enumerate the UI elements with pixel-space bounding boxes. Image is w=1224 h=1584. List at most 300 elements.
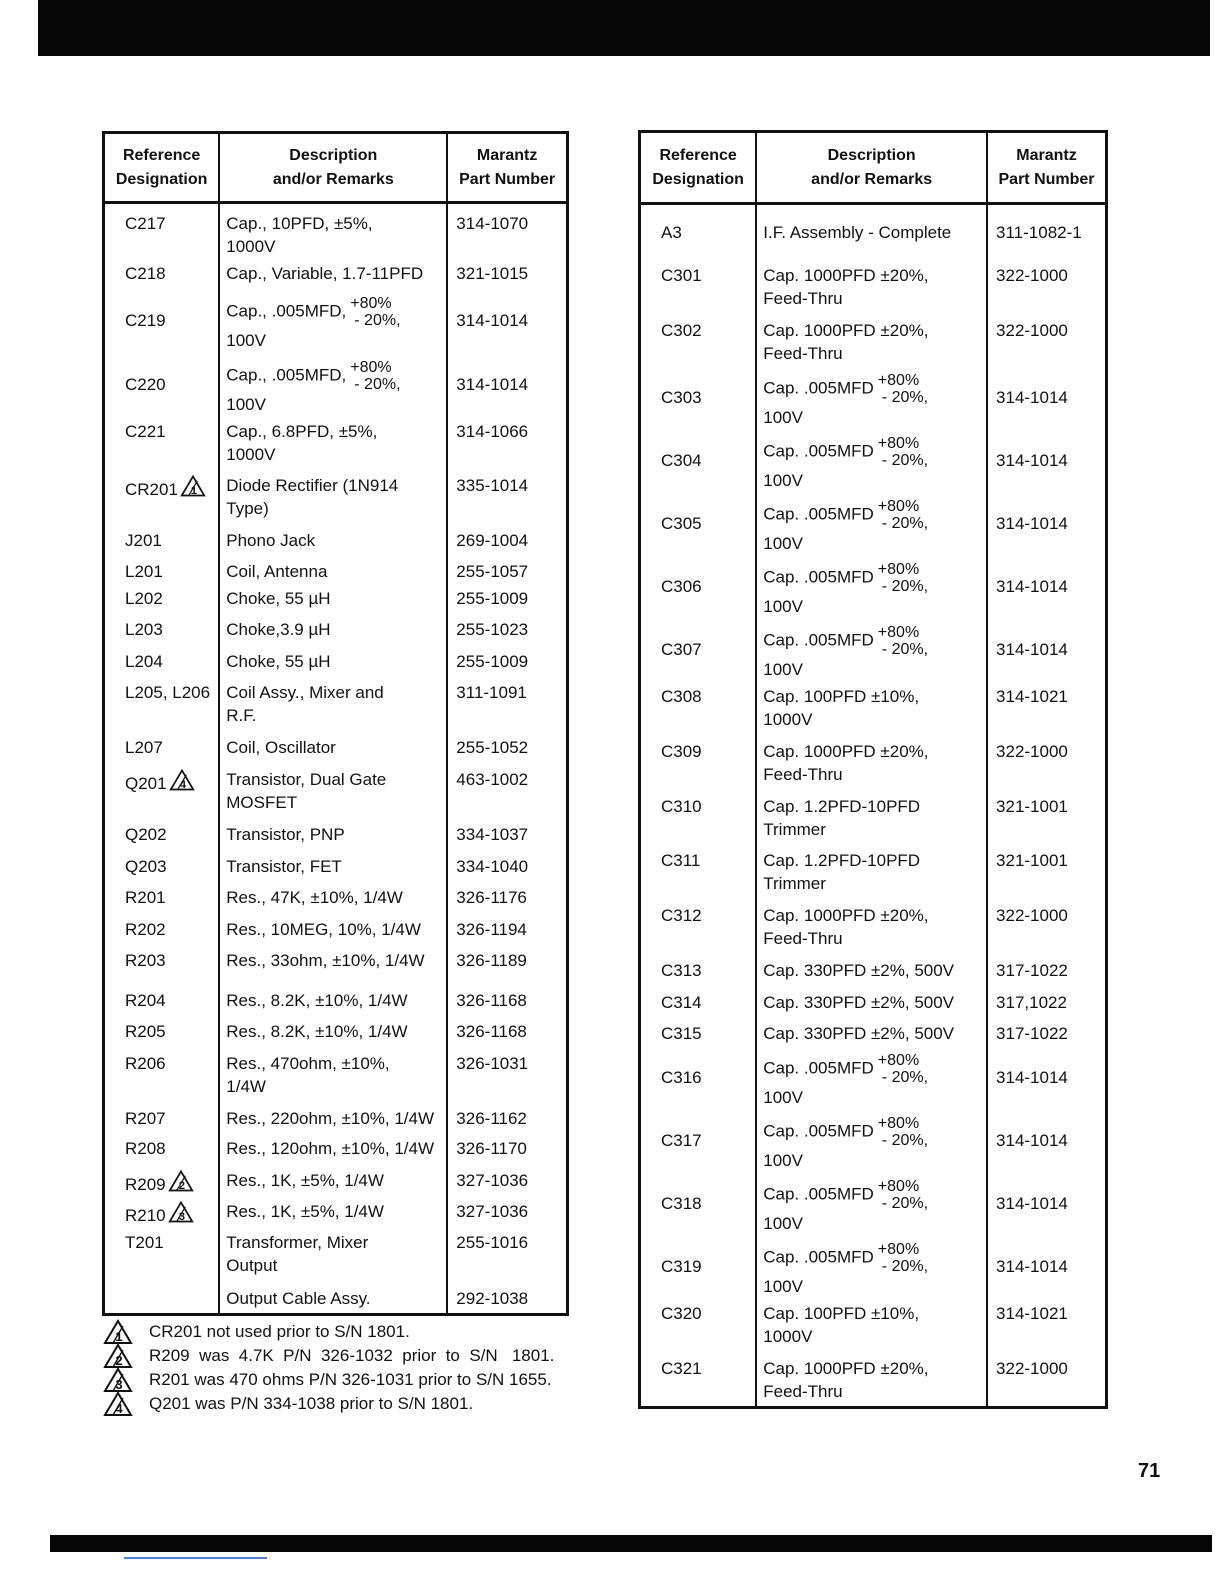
- ref-text: L201: [125, 562, 163, 581]
- part-number: [987, 791, 1106, 845]
- tolerance-stack: [878, 1115, 928, 1149]
- description-cell: [756, 845, 987, 900]
- tolerance-high: +80%: [350, 359, 392, 376]
- part-number-text: 311-1082-1: [996, 223, 1082, 242]
- description-line: Transistor, PNP: [226, 825, 345, 844]
- reference-designation: [104, 416, 220, 470]
- table-row: [640, 204, 1107, 260]
- note-item: [101, 1368, 554, 1392]
- description-line: [763, 372, 980, 406]
- table-row: [640, 260, 1107, 315]
- warning-triangle-icon: [103, 1319, 133, 1345]
- description-line: Feed-Thru: [763, 764, 843, 784]
- tolerance-high: +80%: [877, 1240, 920, 1258]
- header-part-number: Marantz Part Number: [987, 132, 1106, 204]
- tolerance-low: - 20%,: [881, 1068, 929, 1086]
- table-row: [640, 496, 1107, 559]
- part-number: [987, 1018, 1106, 1050]
- part-number: [987, 559, 1106, 622]
- part-number: [987, 1353, 1106, 1408]
- reference-designation: [640, 736, 757, 791]
- part-number-text: 314-1021: [996, 686, 1068, 706]
- header-reference-designation: Reference Designation: [640, 132, 757, 204]
- table-row: [104, 914, 568, 945]
- table-row: [104, 732, 568, 764]
- ref-text: C313: [661, 960, 702, 980]
- description-line: Res., 1K, ±5%, 1/4W: [226, 1171, 384, 1190]
- description-cell: [756, 204, 987, 260]
- reference-designation: [104, 646, 220, 677]
- svg-text:4: 4: [179, 778, 186, 791]
- part-number: [987, 496, 1106, 559]
- part-number-text: 326-1170: [456, 1139, 527, 1158]
- description-cell: [219, 1283, 447, 1314]
- warning-triangle-icon: [168, 1200, 194, 1224]
- table-row: [104, 1133, 568, 1165]
- reference-designation: [640, 559, 757, 622]
- description-line: Feed-Thru: [763, 288, 843, 308]
- table-row: [104, 677, 568, 732]
- table-row: [104, 556, 568, 583]
- reference-designation: [640, 955, 757, 987]
- note-item: [101, 1344, 554, 1368]
- table-row: [104, 525, 568, 556]
- revision-notes: [101, 1320, 554, 1416]
- part-number: [987, 1050, 1106, 1113]
- table-row: [104, 258, 568, 293]
- note-item: [101, 1320, 554, 1344]
- note-text: R201 was 470 ohms P/N 326-1031 prior to S/N 1655.: [149, 1370, 552, 1389]
- ref-text: T201: [125, 1233, 164, 1252]
- description-line: Phono Jack: [226, 531, 316, 550]
- reference-designation: [104, 851, 220, 882]
- reference-designation: [104, 945, 220, 985]
- reference-designation: [104, 293, 220, 357]
- part-number: [447, 583, 567, 614]
- tolerance-high: +80%: [350, 295, 392, 312]
- description-line: [763, 1115, 980, 1149]
- description-line: Cap. 330PFD ±2%, 500V: [763, 960, 955, 980]
- warning-triangle-icon: [103, 1367, 133, 1393]
- tolerance-high: +80%: [877, 1177, 920, 1195]
- part-number-text: 326-1189: [456, 951, 527, 970]
- description-line: Coil, Oscillator: [226, 738, 336, 757]
- part-number: [447, 732, 567, 764]
- table-row: [640, 433, 1107, 496]
- table-row: [640, 736, 1107, 791]
- part-number: [447, 1048, 567, 1103]
- tolerance-low: - 20%,: [354, 376, 401, 393]
- table-row: [104, 416, 568, 470]
- description-line: 100V: [226, 395, 266, 414]
- reference-designation: [640, 1050, 757, 1113]
- part-number-text: 314-1014: [996, 513, 1068, 533]
- description-cell: [756, 1113, 987, 1176]
- ref-text: C306: [661, 576, 702, 596]
- table-row: [104, 583, 568, 614]
- description-line: [763, 624, 980, 658]
- ref-text: R203: [125, 951, 166, 970]
- reference-designation: [104, 470, 220, 525]
- part-number: [447, 945, 567, 985]
- part-number-text: 322-1000: [996, 905, 1068, 925]
- ref-text: C302: [661, 320, 702, 340]
- part-number-text: 314-1014: [996, 387, 1068, 407]
- table-row: [104, 1165, 568, 1196]
- ref-text: C321: [661, 1358, 702, 1378]
- table-row: [104, 819, 568, 851]
- ref-text: C310: [661, 796, 702, 816]
- table-row: [640, 1113, 1107, 1176]
- page-number: 71: [1138, 1460, 1161, 1482]
- ref-text: C318: [661, 1193, 702, 1213]
- ref-text: Q201: [125, 774, 167, 793]
- description-cell: [219, 1103, 447, 1133]
- part-number: [447, 985, 567, 1016]
- part-number-text: 314-1014: [996, 576, 1068, 596]
- description-line: 100V: [763, 1150, 803, 1170]
- reference-designation: [104, 258, 220, 293]
- part-number: [447, 416, 567, 470]
- part-number: [447, 1196, 567, 1227]
- ref-text: C305: [661, 513, 702, 533]
- description-line: [763, 1052, 980, 1086]
- part-number-text: 463-1002: [456, 770, 529, 789]
- description-line: [763, 1241, 980, 1275]
- ref-text: C311: [661, 850, 701, 870]
- reference-designation: [640, 900, 757, 955]
- tolerance-high: +80%: [877, 1051, 920, 1069]
- reference-designation: [104, 732, 220, 764]
- reference-designation: [104, 985, 220, 1016]
- reference-designation: [640, 1113, 757, 1176]
- part-number: [987, 900, 1106, 955]
- description-line: Cap. 100PFD ±10%,: [763, 686, 920, 706]
- description-main: Cap. .005MFD: [763, 440, 874, 460]
- table-row: [640, 1353, 1107, 1408]
- part-number: [987, 370, 1106, 433]
- table-row: [104, 1283, 568, 1314]
- tolerance-low: - 20%,: [881, 577, 929, 595]
- description-cell: [219, 677, 447, 732]
- description-cell: [756, 1176, 987, 1239]
- reference-designation: [640, 1298, 757, 1353]
- part-number-text: 326-1031: [456, 1054, 529, 1073]
- svg-text:4: 4: [115, 1401, 123, 1416]
- description-cell: [219, 556, 447, 583]
- ref-text: C317: [661, 1130, 702, 1150]
- reference-designation: [104, 357, 220, 416]
- parts-table-left: [102, 131, 569, 1316]
- description-line: Cap. 1.2PFD-10PFD: [763, 796, 921, 816]
- part-number-text: 314-1014: [996, 1067, 1068, 1087]
- part-number: [987, 204, 1106, 260]
- reference-designation: [104, 677, 220, 732]
- ref-text: L204: [125, 652, 163, 671]
- description-line: Cap. 1.2PFD-10PFD: [763, 850, 921, 870]
- description-line: Cap. 330PFD ±2%, 500V: [763, 992, 955, 1012]
- reference-designation: [104, 1048, 220, 1103]
- table-row: [640, 370, 1107, 433]
- description-line: MOSFET: [226, 793, 298, 812]
- part-number-text: 317-1022: [996, 1023, 1068, 1043]
- ref-text: A3: [661, 223, 682, 242]
- description-line: 100V: [763, 596, 803, 616]
- description-main: Cap., .005MFD,: [226, 301, 347, 321]
- reference-designation: [104, 556, 220, 583]
- description-line: Res., 120ohm, ±10%, 1/4W: [226, 1139, 435, 1158]
- description-cell: [756, 1298, 987, 1353]
- part-number: [447, 470, 567, 525]
- part-number: [447, 203, 567, 259]
- part-number-text: 317-1022: [996, 960, 1068, 980]
- description-cell: [219, 1133, 447, 1165]
- description-line: Feed-Thru: [763, 928, 843, 948]
- part-number: [447, 293, 567, 357]
- part-number: [987, 955, 1106, 987]
- tolerance-stack: [878, 1052, 928, 1086]
- table-row: [640, 315, 1107, 370]
- part-number: [447, 1103, 567, 1133]
- part-number: [447, 914, 567, 945]
- description-cell: [219, 293, 447, 357]
- part-number-text: 326-1194: [456, 920, 527, 939]
- part-number: [447, 1133, 567, 1165]
- reference-designation: [640, 496, 757, 559]
- description-cell: [756, 260, 987, 315]
- tolerance-low: - 20%,: [881, 514, 929, 532]
- header-description: Description and/or Remarks: [756, 132, 987, 204]
- description-line: 1000V: [226, 445, 276, 464]
- ref-text: C218: [125, 264, 166, 283]
- description-cell: [219, 882, 447, 914]
- header-description: Description and/or Remarks: [219, 133, 447, 203]
- note-text: CR201 not used prior to S/N 1801.: [149, 1322, 410, 1341]
- part-number-text: 314-1014: [456, 375, 529, 394]
- description-cell: [219, 525, 447, 556]
- table-row: [640, 955, 1107, 987]
- part-number: [447, 819, 567, 851]
- reference-designation: [640, 1018, 757, 1050]
- table-row: [104, 945, 568, 985]
- description-line: Choke, 55 µH: [226, 652, 331, 671]
- table-row: [640, 1050, 1107, 1113]
- description-cell: [219, 732, 447, 764]
- tolerance-high: +80%: [877, 497, 920, 515]
- description-line: Cap. 1000PFD ±20%,: [763, 905, 929, 925]
- reference-designation: [640, 791, 757, 845]
- reference-designation: [104, 525, 220, 556]
- description-cell: [219, 614, 447, 646]
- ref-text: CR201: [125, 480, 178, 499]
- reference-designation: [640, 315, 757, 370]
- reference-designation: [104, 583, 220, 614]
- table-row: [640, 1176, 1107, 1239]
- description-line: Cap. 1000PFD ±20%,: [763, 1358, 929, 1378]
- description-cell: [219, 985, 447, 1016]
- part-number-text: 334-1037: [456, 825, 529, 844]
- description-line: Cap., 6.8PFD, ±5%,: [226, 422, 378, 441]
- description-line: Diode Rectifier (1N914: [226, 476, 399, 495]
- ref-text: R204: [125, 991, 166, 1010]
- tolerance-high: +80%: [877, 623, 920, 641]
- description-cell: [756, 900, 987, 955]
- ref-text: L203: [125, 620, 163, 639]
- description-cell: [219, 583, 447, 614]
- reference-designation: [104, 1016, 220, 1048]
- table-row: [104, 1048, 568, 1103]
- description-line: Feed-Thru: [763, 343, 843, 363]
- description-line: Res., 220ohm, ±10%, 1/4W: [226, 1109, 435, 1128]
- part-number: [987, 260, 1106, 315]
- description-cell: [756, 987, 987, 1018]
- description-line: Coil, Antenna: [226, 562, 328, 581]
- reference-designation: [104, 203, 220, 259]
- description-main: Cap. .005MFD: [763, 566, 874, 586]
- table-row: [104, 1016, 568, 1048]
- description-line: [763, 498, 980, 532]
- table-row: [640, 791, 1107, 845]
- tolerance-low: - 20%,: [881, 388, 929, 406]
- part-number: [447, 851, 567, 882]
- ref-text: C301: [661, 265, 702, 285]
- description-cell: [219, 914, 447, 945]
- tolerance-high: +80%: [877, 371, 920, 389]
- tolerance-stack: [878, 372, 928, 406]
- description-cell: [219, 764, 447, 819]
- tolerance-low: - 20%,: [881, 640, 929, 658]
- ref-text: C309: [661, 741, 702, 761]
- part-number: [447, 646, 567, 677]
- description-cell: [219, 416, 447, 470]
- tolerance-stack: [878, 1178, 928, 1212]
- part-number: [987, 433, 1106, 496]
- description-line: Output Cable Assy.: [226, 1289, 371, 1308]
- description-cell: [756, 681, 987, 736]
- part-number-text: 326-1168: [456, 1022, 527, 1041]
- reference-designation: [104, 1103, 220, 1133]
- description-cell: [219, 851, 447, 882]
- description-line: 1000V: [763, 709, 813, 729]
- part-number: [987, 681, 1106, 736]
- ref-text: C315: [661, 1023, 702, 1043]
- table-row: [104, 851, 568, 882]
- part-number: [447, 258, 567, 293]
- blue-rule: [124, 1557, 267, 1559]
- reference-designation: [104, 882, 220, 914]
- part-number-text: 314-1014: [996, 1130, 1068, 1150]
- reference-designation: [640, 681, 757, 736]
- ref-text: Q203: [125, 857, 167, 876]
- part-number-text: 255-1057: [456, 562, 529, 581]
- tolerance-low: - 20%,: [881, 1194, 929, 1212]
- description-line: Transistor, FET: [226, 857, 342, 876]
- part-number-text: 269-1004: [456, 531, 529, 550]
- description-line: Cap. 1000PFD ±20%,: [763, 741, 929, 761]
- part-number-text: 255-1016: [456, 1233, 529, 1252]
- part-number-text: 311-1091: [456, 683, 527, 702]
- description-main: Cap. .005MFD: [763, 503, 874, 523]
- table-row: [640, 559, 1107, 622]
- tolerance-stack: [350, 295, 400, 329]
- description-line: [226, 295, 440, 329]
- description-line: [226, 359, 440, 393]
- table-row: [104, 646, 568, 677]
- reference-designation: [104, 764, 220, 819]
- part-number-text: 321-1001: [996, 850, 1068, 870]
- part-number-text: 322-1000: [996, 265, 1068, 285]
- part-number: [987, 622, 1106, 681]
- ref-text: C312: [661, 905, 702, 925]
- table-row: [104, 203, 568, 259]
- ref-text: R210: [125, 1206, 166, 1225]
- description-cell: [219, 258, 447, 293]
- ref-text: R205: [125, 1022, 166, 1041]
- part-number: [987, 845, 1106, 900]
- description-cell: [219, 470, 447, 525]
- description-cell: [756, 955, 987, 987]
- description-line: 100V: [763, 1213, 803, 1233]
- header-reference-designation: Reference Designation: [104, 133, 220, 203]
- description-cell: [219, 819, 447, 851]
- note-text: Q201 was P/N 334-1038 prior to S/N 1801.: [149, 1394, 474, 1413]
- tolerance-stack: [878, 498, 928, 532]
- part-number-text: 255-1052: [456, 738, 529, 757]
- description-line: 100V: [763, 1276, 803, 1296]
- reference-designation: [640, 260, 757, 315]
- description-cell: [219, 203, 447, 259]
- ref-text: L202: [125, 589, 163, 608]
- tolerance-stack: [878, 1241, 928, 1275]
- description-line: Output: [226, 1256, 278, 1275]
- description-line: Trimmer: [763, 819, 826, 839]
- warning-triangle-icon: [168, 1169, 194, 1193]
- description-line: 100V: [763, 470, 803, 490]
- ref-text: C304: [661, 450, 702, 470]
- description-line: 100V: [763, 533, 803, 553]
- description-main: Cap. .005MFD: [763, 629, 874, 649]
- description-line: Res., 1K, ±5%, 1/4W: [226, 1202, 384, 1221]
- part-number-text: 314-1014: [456, 311, 529, 330]
- description-cell: [219, 646, 447, 677]
- svg-text:3: 3: [178, 1210, 185, 1223]
- description-main: Cap., .005MFD,: [226, 365, 347, 385]
- parts-table-right: [638, 130, 1108, 1409]
- description-line: Res., 8.2K, ±10%, 1/4W: [226, 991, 408, 1010]
- svg-text:2: 2: [178, 1179, 185, 1192]
- description-cell: [756, 1239, 987, 1298]
- table-row: [104, 470, 568, 525]
- description-line: Transformer, Mixer: [226, 1233, 369, 1252]
- reference-designation: [104, 1283, 220, 1314]
- ref-text: C217: [125, 214, 166, 233]
- ref-text: R206: [125, 1054, 166, 1073]
- part-number-text: 314-1021: [996, 1303, 1068, 1323]
- description-line: Res., 47K, ±10%, 1/4W: [226, 888, 403, 907]
- description-line: [763, 561, 980, 595]
- part-number-text: 292-1038: [456, 1289, 529, 1308]
- part-number: [447, 882, 567, 914]
- part-number: [447, 764, 567, 819]
- warning-triangle-icon: [180, 474, 206, 498]
- description-cell: [219, 1227, 447, 1283]
- ref-text: Q202: [125, 825, 167, 844]
- part-number-text: 334-1040: [456, 857, 529, 876]
- part-number: [987, 987, 1106, 1018]
- ref-text: C314: [661, 992, 702, 1012]
- warning-triangle-icon: [103, 1343, 133, 1369]
- ref-text: C307: [661, 639, 702, 659]
